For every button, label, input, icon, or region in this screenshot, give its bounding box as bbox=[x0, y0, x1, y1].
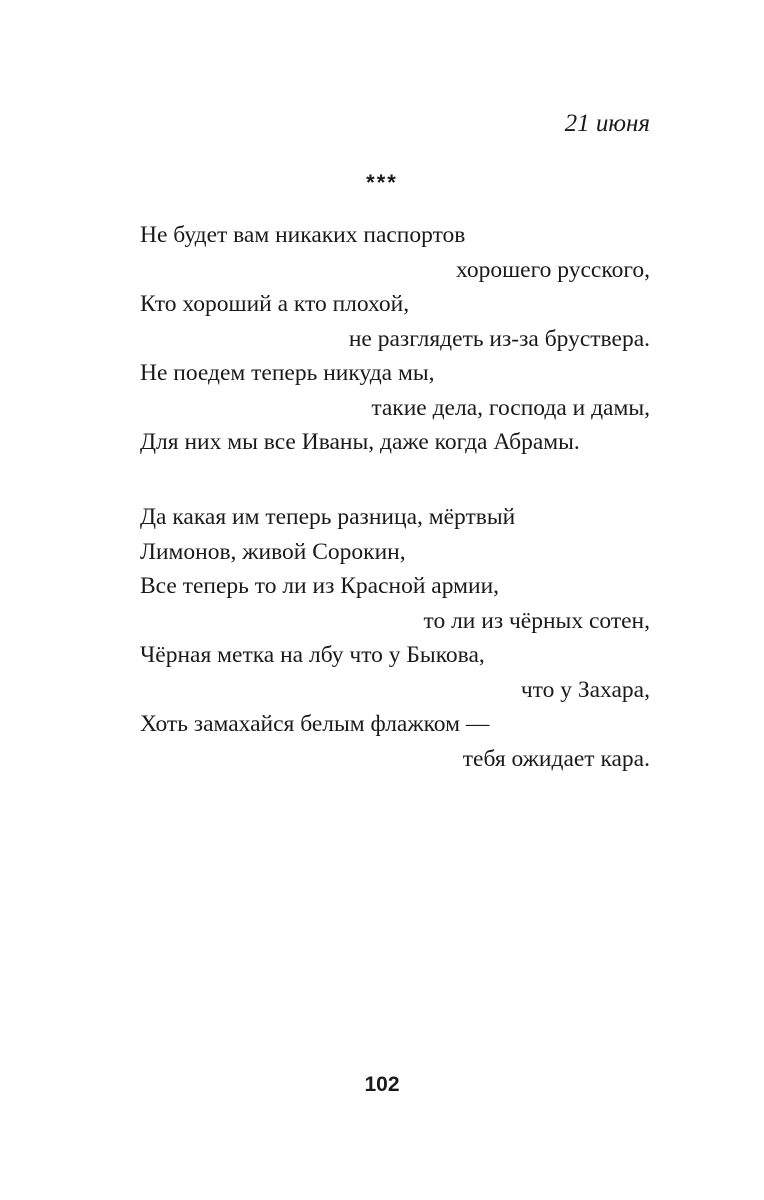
poem-date: 21 июня bbox=[564, 110, 650, 137]
poem-line: Для них мы все Иваны, даже когда Абрамы. bbox=[140, 429, 580, 455]
poem-line: Кто хороший а кто плохой, bbox=[140, 291, 410, 317]
poem-line: Не будет вам никаких паспортов bbox=[140, 222, 466, 248]
poem-line-indented: то ли из чёрных сотен, bbox=[423, 607, 650, 634]
stanza-2 bbox=[140, 500, 650, 776]
poem-line-indented: не разглядеть из-за бруствера. bbox=[348, 325, 650, 352]
poem-line: Хоть замахайся белым флажком — bbox=[140, 711, 490, 737]
poem-line-indented: хорошего русского, bbox=[455, 256, 650, 283]
poem-line: Чёрная метка на лбу что у Быкова, bbox=[140, 642, 485, 668]
page-number: 102 bbox=[364, 1073, 400, 1096]
poem-line: Не поедем теперь никуда мы, bbox=[140, 360, 435, 386]
poem-line: Все теперь то ли из Красной армии, bbox=[140, 573, 500, 599]
poem-line-indented: что у Захара, bbox=[520, 676, 650, 703]
section-separator: *** bbox=[366, 170, 398, 195]
poem-line-indented: тебя ожидает кара. bbox=[462, 745, 650, 772]
poem-line: Да какая им теперь разница, мёртвый bbox=[140, 504, 516, 530]
poem-line: Лимонов, живой Сорокин, bbox=[140, 538, 406, 565]
poem-line-indented: такие дела, господа и дамы, bbox=[371, 394, 650, 421]
stanza-1 bbox=[140, 218, 650, 460]
